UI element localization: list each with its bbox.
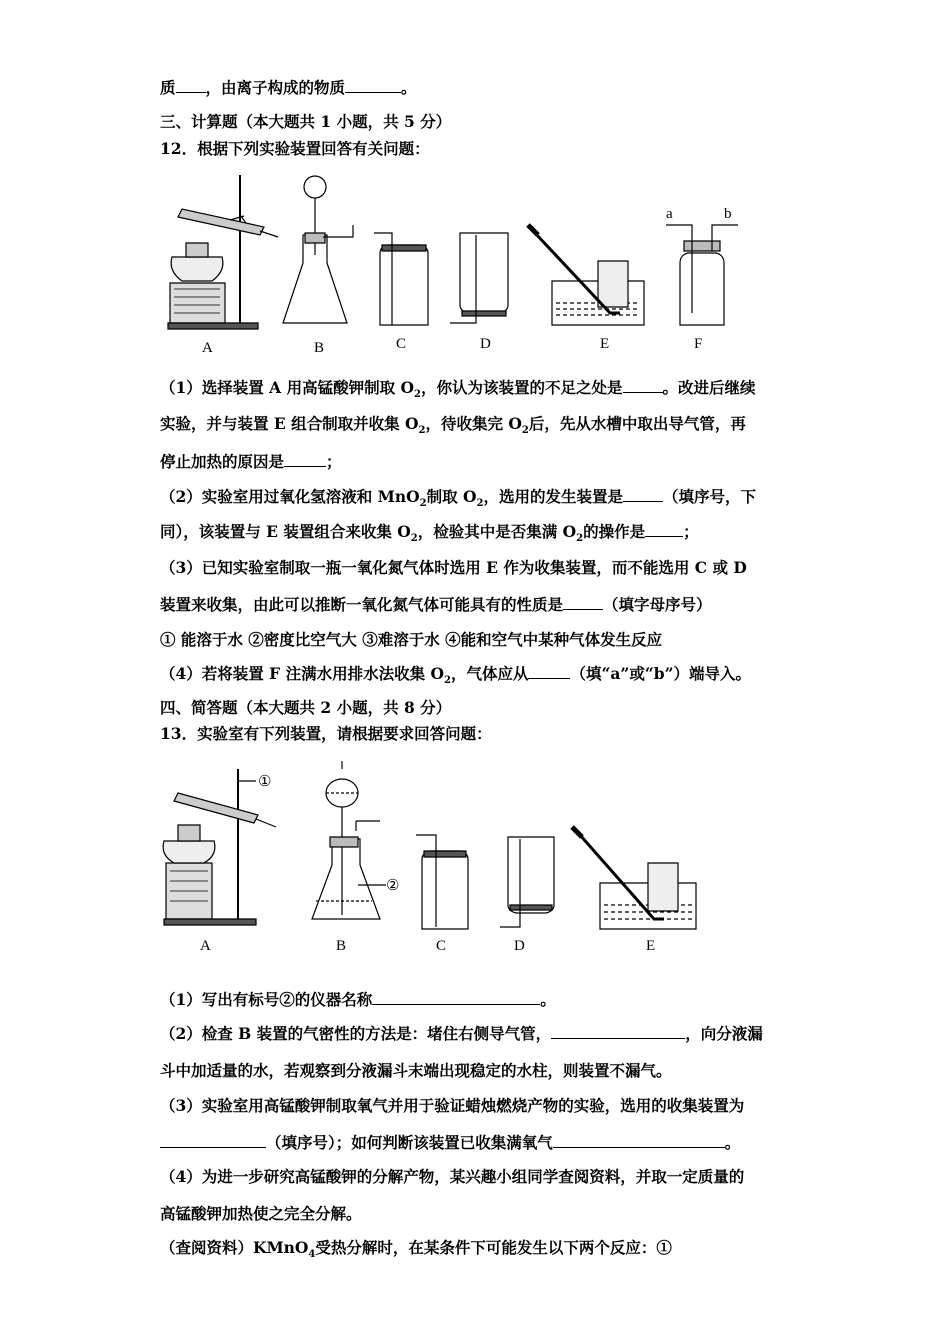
subscript: 2 [414,389,421,401]
q13-part4-line1: （4）为进一步研究高锰酸钾的分解产物，某兴趣小组同学查阅资料，并取一定质量的 [160,1167,745,1186]
figure1-label-e: E [600,336,610,352]
text: ，向分液漏 [685,1024,763,1043]
figure2-label-b: B [336,938,347,954]
subscript: 2 [443,675,451,687]
answer-blank[interactable] [160,1133,266,1148]
apparatus-a-drawing [163,769,276,925]
text: ，选用的发生装置是 [483,487,623,506]
answer-blank[interactable] [176,78,206,93]
question-13-stem: 13．实验室有下列装置，请根据要求回答问题： [160,724,492,743]
apparatus-c-drawing [416,835,468,929]
subscript: 2 [418,425,426,437]
apparatus-e-drawing [572,827,696,929]
apparatus-d-drawing [500,837,554,927]
text: ，你认为该装置的不足之处是 [420,378,623,397]
figure2-label-d: D [514,938,525,954]
apparatus-b-drawing [312,761,386,919]
text: 质 [160,78,176,97]
figure1-label-a: A [202,340,213,356]
figure1-label-f: F [694,336,703,352]
text: 停止加热的原因是 [160,452,285,471]
text: ，气体应从 [450,664,529,683]
q13-part2-line2: 斗中加适量的水，若观察到分液漏斗末端出现稳定的水柱，则装置不漏气。 [160,1061,672,1080]
mark-1-label: ① [258,774,272,790]
apparatus-f-drawing [666,225,738,325]
section-3-heading: 三、计算题（本大题共 1 小题，共 5 分） [160,112,452,131]
text: ，检验其中是否集满 O [417,522,577,541]
text: （填序号）；如何判断该装置已收集满氧气 [266,1133,553,1152]
apparatus-d-drawing [450,233,508,323]
question-12-stem: 12．根据下列实验装置回答有关问题： [160,139,430,158]
answer-blank[interactable] [623,487,663,502]
text: （填“a”或“b”）端导入。 [570,664,752,683]
text: （查阅资料）KMnO [160,1238,309,1257]
q12-part3-line1: （3）已知实验室制取一瓶一氧化氮气体时选用 E 作为收集装置，而不能选用 C 或 D [160,558,747,577]
text: （1）写出有标号②的仪器名称 [160,990,373,1009]
q13-part3-line2 [160,1133,740,1153]
text: 后，先从水槽中取出导气管，再 [528,414,746,433]
text: （填序号，下 [662,487,756,506]
apparatus-a-drawing [168,175,278,329]
section-4-heading: 四、简答题（本大题共 2 小题，共 8 分） [160,698,452,717]
text: 的操作是 [583,522,646,541]
figure-1-apparatus [160,165,760,340]
answer-blank[interactable] [645,522,683,537]
answer-blank[interactable] [563,595,603,610]
text: 。 [540,990,556,1009]
q13-part1 [160,990,556,1010]
q13-part2-line1 [160,1024,763,1044]
answer-blank[interactable] [553,1133,725,1148]
q12-part3-options: ① 能溶于水 ②密度比空气大 ③难溶于水 ④能和空气中某种气体发生反应 [160,630,663,649]
figure2-label-a: A [200,938,211,954]
subscript: 2 [476,498,484,510]
text: 制取 O [426,487,477,506]
apparatus-b-drawing [283,176,353,323]
text: 。 [724,1133,741,1152]
text: ； [326,452,342,471]
answer-blank[interactable] [284,452,326,467]
port-b-label: b [724,206,732,222]
text: （填字母序号） [603,595,712,614]
q12-part2-line1 [160,487,756,514]
q13-part3-line1: （3）实验室用高锰酸钾制取氧气并用于验证蜡烛燃烧产物的实验，选用的收集装置为 [160,1096,745,1115]
q12-part1-line2 [160,414,746,441]
answer-blank[interactable] [372,990,540,1005]
text: （4）若将装置 F 注满水用排水法收集 O [160,664,444,683]
text: 受热分解时，在某条件下可能发生以下两个反应：① [315,1238,672,1257]
port-a-label: a [666,206,673,222]
q12-part1-line1 [160,378,756,405]
subscript: 2 [410,533,418,545]
figure2-label-c: C [436,938,447,954]
q12-part2-line2 [160,522,699,549]
text: 同），该装置与 E 装置组合来收集 O [160,522,411,541]
answer-blank[interactable] [345,78,401,93]
q13-reference-line [160,1238,672,1265]
subscript: 2 [419,498,427,510]
mark-2-label: ② [386,878,400,894]
text: 。改进后继续 [662,378,756,397]
text: 。 [401,78,417,97]
text: 实验，并与装置 E 组合制取并收集 O [160,414,419,433]
q12-part4-line1 [160,664,751,691]
text: （1）选择装置 A 用高锰酸钾制取 O [160,378,415,397]
figure2-label-e: E [646,938,656,954]
subscript: 2 [576,533,584,545]
answer-blank[interactable] [551,1024,685,1039]
text: （2）实验室用过氧化氢溶液和 MnO [160,487,420,506]
text: （2）检查 B 装置的气密性的方法是：堵住右侧导气管， [160,1024,552,1043]
subscript: 2 [521,425,529,437]
text: ，待收集完 O [425,414,522,433]
figure1-label-c: C [396,336,407,352]
apparatus-c-drawing [374,233,428,325]
text: ，由离子构成的物质 [205,78,346,97]
answer-blank[interactable] [528,664,570,679]
q12-part3-line2 [160,595,712,615]
text: ； [683,522,699,541]
figure1-label-b: B [314,340,325,356]
subscript: 4 [308,1249,316,1261]
answer-blank[interactable] [623,378,663,393]
q13-part4-line2: 高锰酸钾加热使之完全分解。 [160,1204,362,1223]
apparatus-e-drawing [528,225,644,325]
q12-part1-line3 [160,452,342,472]
figure-2-apparatus [160,755,720,935]
figure1-label-d: D [480,336,491,352]
line-continued [160,78,417,98]
text: 装置来收集，由此可以推断一氧化氮气体可能具有的性质是 [160,595,564,614]
